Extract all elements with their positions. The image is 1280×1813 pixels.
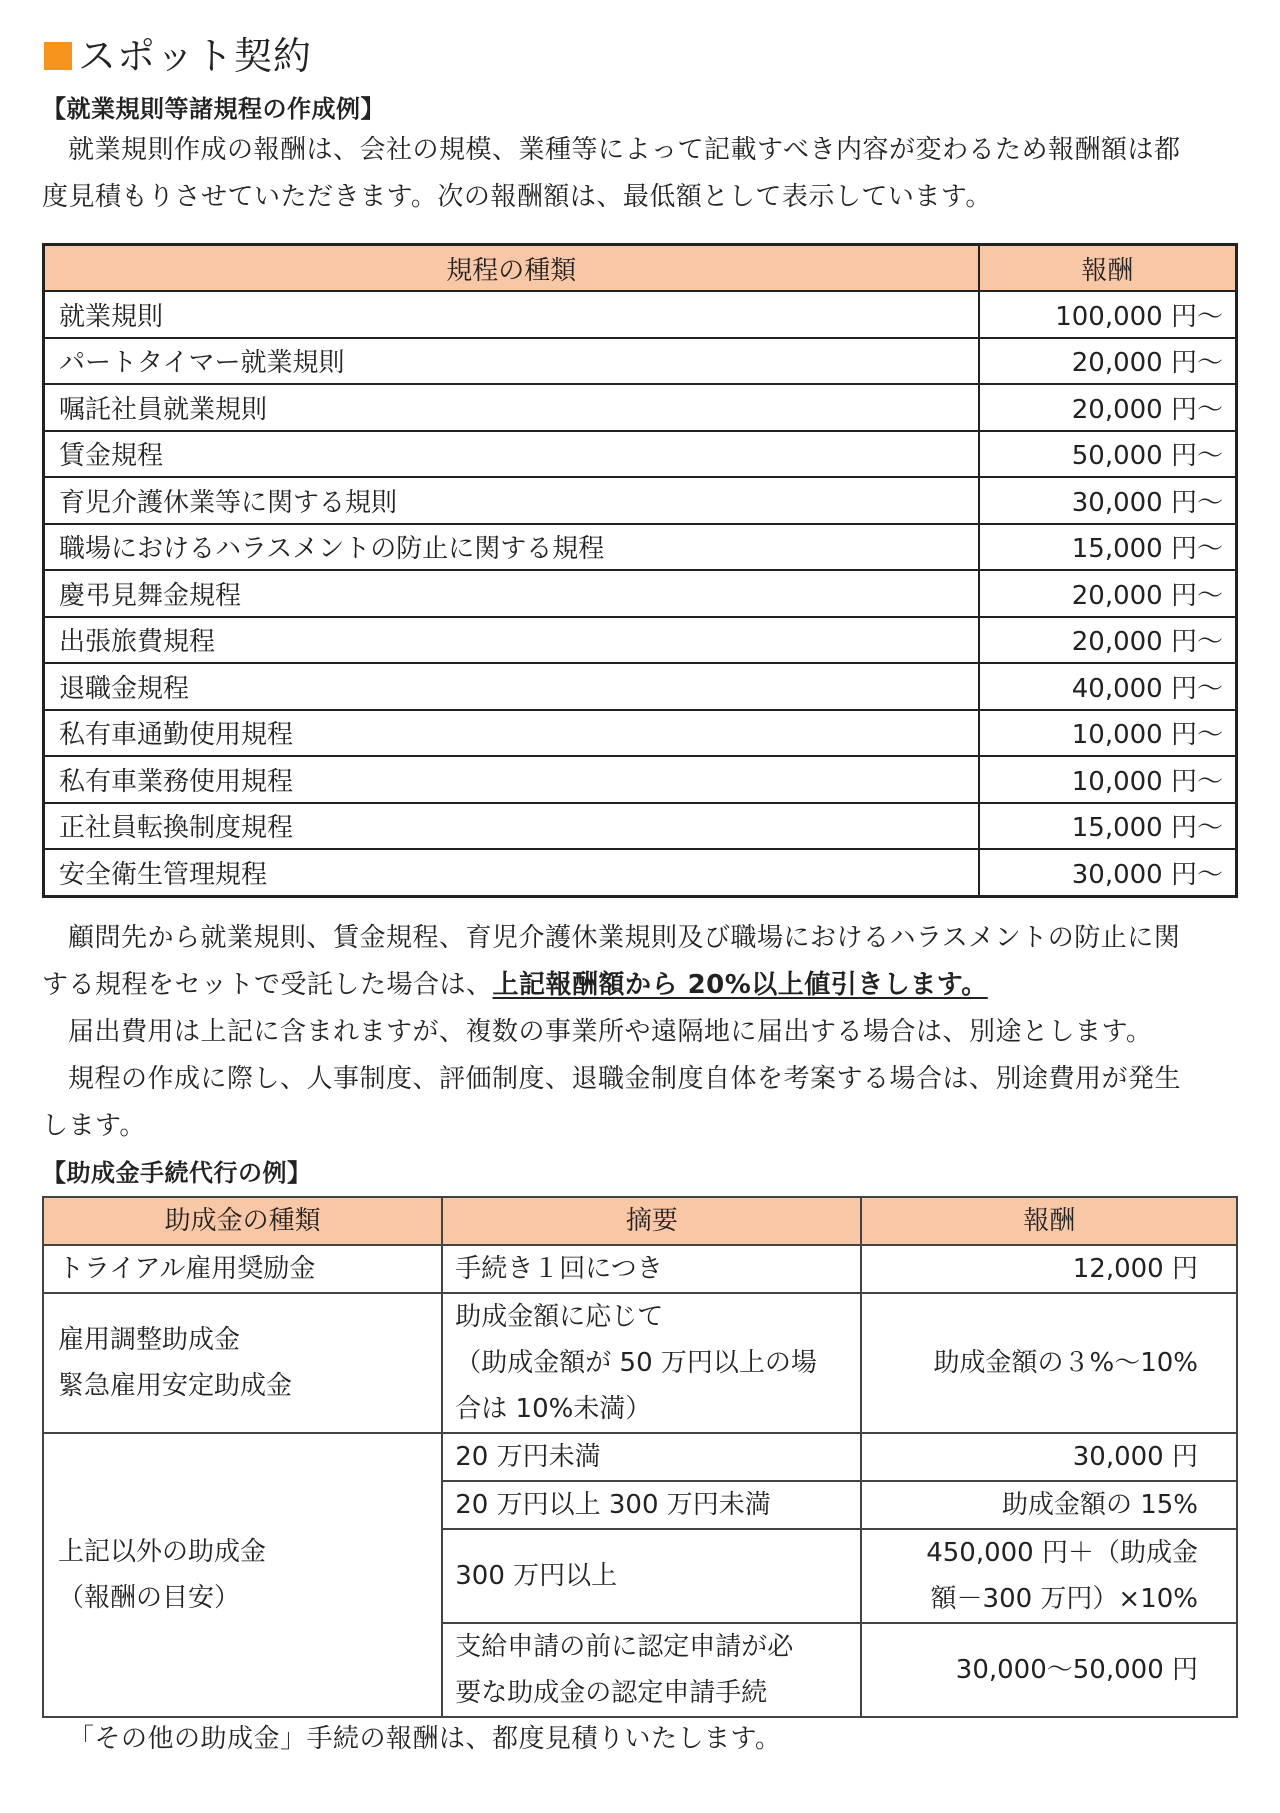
subsidy-type-line-2: （報酬の目安） (58, 1583, 241, 1613)
rule-fee: 50,000 円～ (979, 431, 1237, 478)
subsidy-summary: 手続き１回につき (442, 1245, 861, 1293)
subsidy-summary: 20 万円未満 (442, 1433, 861, 1481)
intro-paragraph (42, 127, 1238, 221)
rule-name: 賃金規程 (44, 431, 979, 478)
table-row (44, 338, 1237, 385)
subsidy-fee: 30,000 円 (861, 1433, 1237, 1481)
section-heading-subsidy: 【助成金手続代行の例】 (42, 1159, 312, 1187)
rule-fee: 20,000 円～ (979, 617, 1237, 664)
table-row (44, 570, 1237, 617)
subsidy-fee (861, 1529, 1237, 1623)
subsidy-summary (442, 1623, 861, 1717)
table-row (43, 1245, 1237, 1293)
rule-fee: 100,000 円～ (979, 291, 1237, 338)
set-discount-note (42, 915, 1238, 1009)
table-row (43, 1433, 1237, 1481)
page-title-text: スポット契約 (78, 34, 313, 78)
discount-note-line-2-plain: する規程をセットで受託した場合は、 (42, 970, 493, 1000)
header-subsidy-type: 助成金の種類 (43, 1197, 442, 1245)
discount-note-line-1: 顧問先から就業規則、賃金規程、育児介護休業規則及び職場におけるハラスメントの防止に関 (68, 923, 1181, 953)
subsidy-fee: 12,000 円 (861, 1245, 1237, 1293)
subsidy-fee: 助成金額の３%～10% (861, 1293, 1237, 1433)
fee-line-2: 額－300 万円）×10% (930, 1584, 1198, 1614)
subsidy-type: トライアル雇用奨励金 (43, 1245, 442, 1293)
section-heading-rules: 【就業規則等諸規程の作成例】 (42, 95, 385, 123)
page-title (44, 30, 312, 82)
header-summary: 摘要 (442, 1197, 861, 1245)
rule-fee: 30,000 円～ (979, 477, 1237, 524)
table-row (44, 663, 1237, 710)
subsidy-type-line-2: 緊急雇用安定助成金 (58, 1371, 293, 1401)
intro-line-2: 度見積もりさせていただきます。次の報酬額は、最低額として表示しています。 (42, 182, 992, 212)
table-row (44, 524, 1237, 571)
rule-fee: 40,000 円～ (979, 663, 1237, 710)
subsidy-type (43, 1293, 442, 1433)
subsidy-summary: 300 万円以上 (442, 1529, 861, 1623)
header-fee: 報酬 (861, 1197, 1237, 1245)
rule-fee: 10,000 円～ (979, 756, 1237, 803)
table-header-row (43, 1197, 1237, 1245)
rule-name: 職場におけるハラスメントの防止に関する規程 (44, 524, 979, 571)
header-rule-type: 規程の種類 (44, 245, 979, 292)
summary-line-2: 要な助成金の認定申請手続 (455, 1678, 768, 1708)
table-row (44, 756, 1237, 803)
subsidy-fee: 助成金額の 15% (861, 1481, 1237, 1529)
summary-line-2: （助成金額が 50 万円以上の場 (455, 1348, 817, 1378)
rule-name: 嘱託社員就業規則 (44, 384, 979, 431)
rule-name: パートタイマー就業規則 (44, 338, 979, 385)
table-row (44, 291, 1237, 338)
subsidy-type-line-1: 雇用調整助成金 (58, 1325, 241, 1355)
table-row (44, 384, 1237, 431)
table-row (44, 477, 1237, 524)
table-row (44, 803, 1237, 850)
rule-name: 私有車通勤使用規程 (44, 710, 979, 757)
fee-line-1: 450,000 円＋（助成金 (926, 1538, 1198, 1568)
rule-name: 慶弔見舞金規程 (44, 570, 979, 617)
table-row (44, 431, 1237, 478)
rule-fee: 20,000 円～ (979, 570, 1237, 617)
rule-name: 私有車業務使用規程 (44, 756, 979, 803)
rule-name: 就業規則 (44, 291, 979, 338)
table-header-row (44, 245, 1237, 292)
rule-name: 正社員転換制度規程 (44, 803, 979, 850)
other-subsidy-note-text: 「その他の助成金」手続の報酬は、都度見積りいたします。 (68, 1724, 782, 1754)
subsidy-type-line-1: 上記以外の助成金 (58, 1537, 267, 1567)
orange-square-icon (44, 42, 72, 70)
summary-line-3: 合は 10%未満） (455, 1394, 652, 1424)
summary-line-1: 助成金額に応じて (455, 1302, 664, 1332)
rule-fee: 10,000 円～ (979, 710, 1237, 757)
rule-name: 育児介護休業等に関する規則 (44, 477, 979, 524)
table-row (44, 849, 1237, 896)
rule-name: 退職金規程 (44, 663, 979, 710)
intro-line-1: 就業規則作成の報酬は、会社の規模、業種等によって記載すべき内容が変わるため報酬額は都 (68, 135, 1181, 165)
rule-name: 安全衛生管理規程 (44, 849, 979, 896)
filing-fee-note (42, 1009, 1238, 1056)
subsidy-summary: 20 万円以上 300 万円未満 (442, 1481, 861, 1529)
header-fee: 報酬 (979, 245, 1237, 292)
rule-fee: 30,000 円～ (979, 849, 1237, 896)
filing-fee-note-text: 届出費用は上記に含まれますが、複数の事業所や遠隔地に届出する場合は、別途とします。 (68, 1017, 1153, 1047)
subsidy-type (43, 1433, 442, 1717)
subsidy-fee-table (42, 1196, 1238, 1718)
table-row (43, 1293, 1237, 1433)
subsidy-fee: 30,000～50,000 円 (861, 1623, 1237, 1717)
discount-note-emphasis: 上記報酬額から 20%以上値引きします。 (492, 970, 988, 1000)
rule-fee: 20,000 円～ (979, 384, 1237, 431)
rules-fee-table (42, 243, 1238, 898)
subsidy-summary (442, 1293, 861, 1433)
rule-fee: 15,000 円～ (979, 524, 1237, 571)
rule-name: 出張旅費規程 (44, 617, 979, 664)
summary-line-1: 支給申請の前に認定申請が必 (455, 1632, 794, 1662)
extra-cost-note (42, 1056, 1238, 1150)
rule-fee: 20,000 円～ (979, 338, 1237, 385)
table-row (44, 617, 1237, 664)
rule-fee: 15,000 円～ (979, 803, 1237, 850)
extra-cost-note-line-1: 規程の作成に際し、人事制度、評価制度、退職金制度自体を考案する場合は、別途費用が発生 (68, 1064, 1182, 1094)
other-subsidy-note (42, 1716, 1238, 1763)
table-row (44, 710, 1237, 757)
extra-cost-note-line-2: します。 (42, 1111, 146, 1141)
